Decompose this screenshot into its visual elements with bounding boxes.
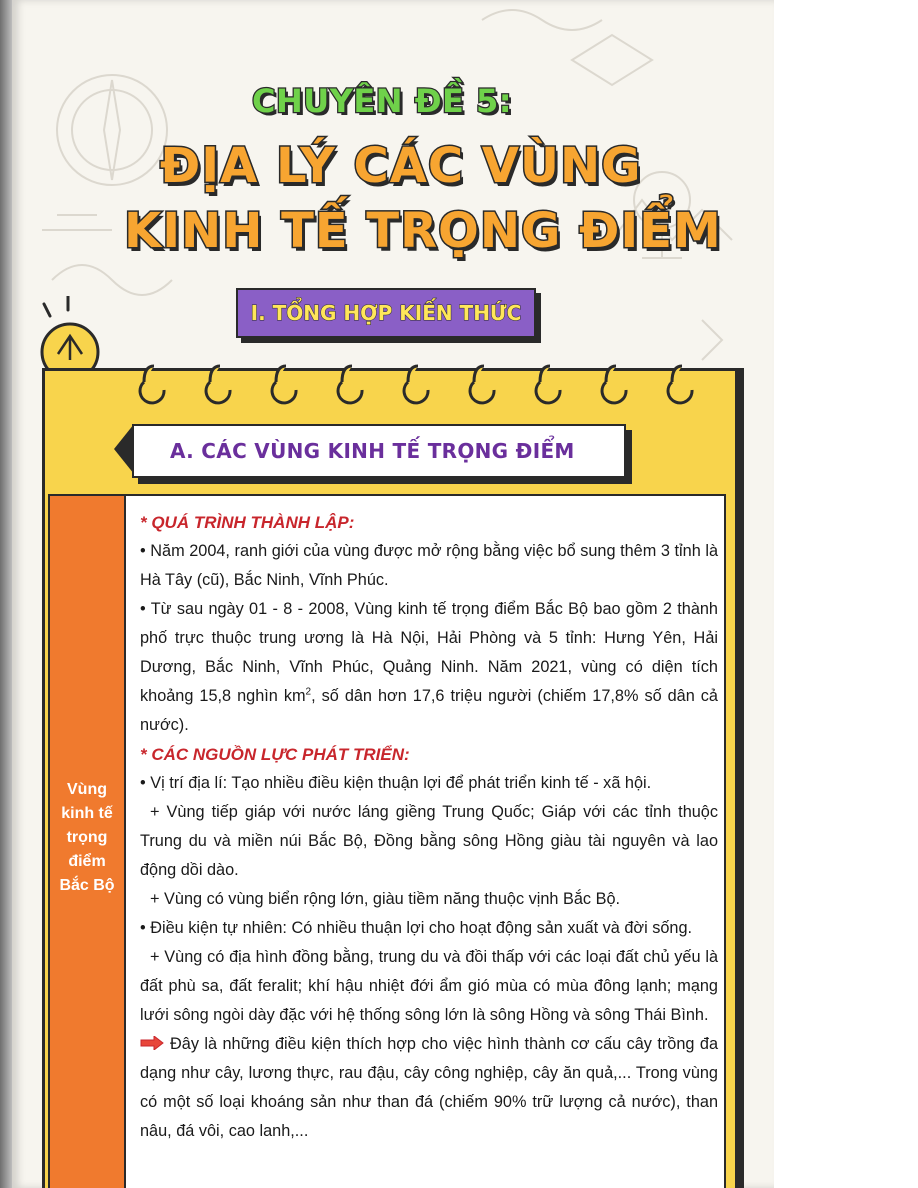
paragraph-2008: • Từ sau ngày 01 - 8 - 2008, Vùng kinh tế trọng điểm Bắc Bộ bao gồm 2 thành phố trực thuộc trung ương là Hà Nội, Hải Phòng và 5 tỉnh: Hưng Yên, Hải Dương, Bắc Ninh, Vĩnh Phúc, Quảng Ninh. Năm 2021, vùng có diện tích khoảng 15,8 nghìn $km^2$, số dân hơn 17,6 triệu người (chiếm 17,8% số dân cả nước).: [140, 600, 718, 734]
section-banner: [236, 288, 536, 338]
content-table: [48, 494, 726, 1188]
paragraph-sea: + Vùng có vùng biển rộng lớn, giàu tiềm năng thuộc vịnh Bắc Bộ.: [150, 890, 621, 908]
book-spine: [0, 0, 12, 1188]
region-column: [50, 496, 126, 1188]
section-banner-label: I. TỔNG HỢP KIẾN THỨC: [250, 301, 522, 325]
paragraph-location: • Vị trí địa lí: Tạo nhiều điều kiện thuận lợi để phát triển kinh tế - xã hội.: [140, 774, 652, 792]
subsection-banner-label: A. CÁC VÙNG KINH TẾ TRỌNG ĐIỂM: [170, 439, 575, 463]
heading-resources: * CÁC NGUỒN LỰC PHÁT TRIỂN:: [140, 745, 410, 764]
book-page: [12, 0, 774, 1188]
page-title-line-2: KINH TẾ TRỌNG ĐIỂM: [124, 203, 722, 259]
content-text: [140, 508, 718, 1146]
page-title-line-1: ĐỊA LÝ CÁC VÙNG: [160, 138, 642, 194]
region-label: Vùng kinh tế trọng điểm Bắc Bộ: [59, 781, 115, 894]
paragraph-2004: • Năm 2004, ranh giới của vùng được mở rộng bằng việc bổ sung thêm 3 tỉnh là Hà Tây (cũ), Bắc Ninh, Vĩnh Phúc.: [140, 542, 718, 589]
subsection-banner-tip: [114, 424, 134, 474]
ring-binder-icon: [136, 360, 696, 410]
paragraph-conclusion: Đây là những điều kiện thích hợp cho việc hình thành cơ cấu cây trồng đa dạng như cây, lương thực, rau đậu, cây công nghiệp, cây ăn quả,... Trong vùng có một số loại khoáng sản như than đá (chiếm 90% trữ lượng cả nước), than nâu, đá vôi, cao lanh,...: [140, 1035, 718, 1140]
arrow-right-icon: [140, 1036, 164, 1050]
paragraph-borders: + Vùng tiếp giáp với nước láng giềng Trung Quốc; Giáp với các tỉnh thuộc Trung du và miền núi Bắc Bộ, Đồng bằng sông Hồng giàu tài nguyên và lao động dồi dào.: [140, 803, 718, 879]
subsection-banner: [132, 424, 626, 478]
chapter-label: CHUYÊN ĐỀ 5:: [252, 82, 513, 120]
paragraph-terrain: + Vùng có địa hình đồng bằng, trung du và đồi thấp với các loại đất chủ yếu là đất phù sa, đất feralit; khí hậu nhiệt đới ẩm gió mùa có mùa đông lạnh; mạng lưới sông ngòi dày đặc với hệ thống sông lớn là sông Hồng và sông Thái Bình.: [140, 948, 718, 1024]
paragraph-natural-conditions: • Điều kiện tự nhiên: Có nhiều thuận lợi cho hoạt động sản xuất và đời sống.: [140, 919, 693, 937]
heading-formation: * QUÁ TRÌNH THÀNH LẬP:: [140, 513, 355, 532]
